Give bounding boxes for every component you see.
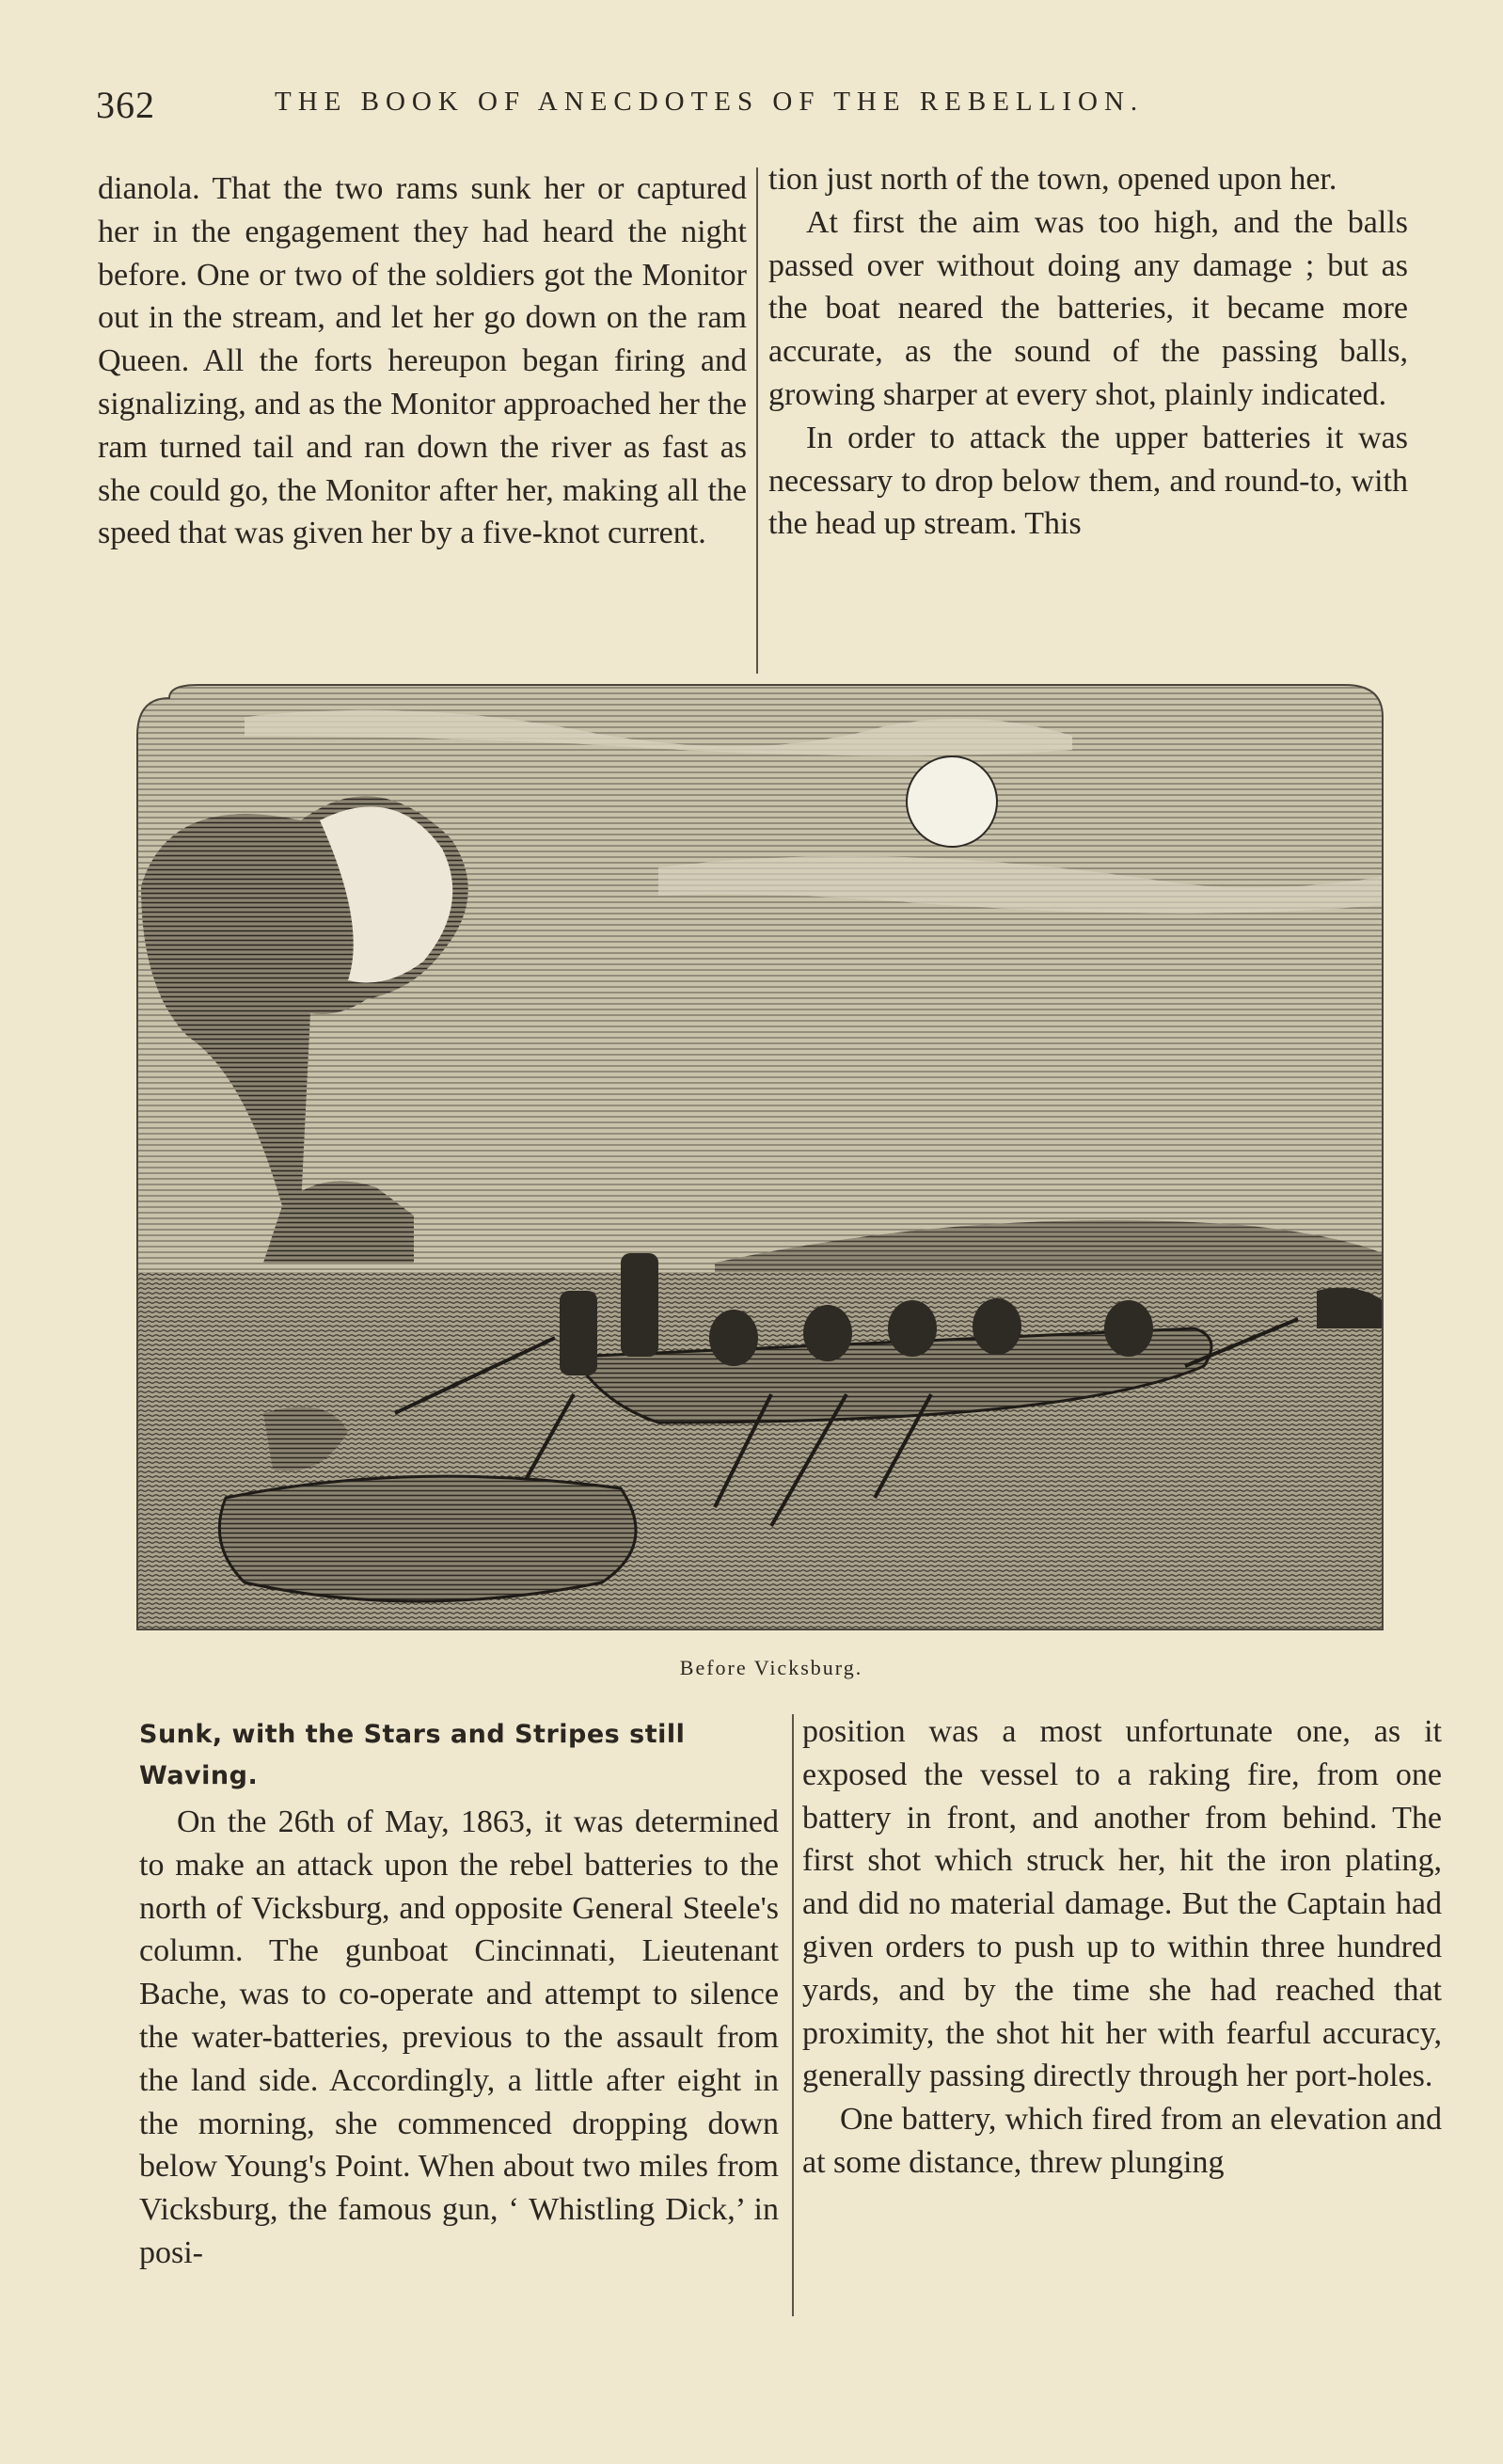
column-rule-top (756, 167, 758, 674)
engraving-figure (132, 679, 1411, 1679)
bottom-right-column (802, 1710, 1442, 2185)
engraving-illustration (132, 679, 1411, 1648)
top-right-column (768, 158, 1408, 546)
paragraph: In order to attack the upper batteries it was necessary to drop below them, and round-to, with the head up stream. This (768, 420, 1408, 542)
paragraph: One battery, which fired from an elevation and at some distance, threw plunging (802, 2102, 1442, 2180)
top-left-column (98, 167, 747, 555)
moon (907, 756, 997, 847)
running-title: THE BOOK OF ANECDOTES OF THE REBELLION. (275, 87, 1145, 117)
paragraph: position was a most unfortunate one, as it exposed the vessel to a raking fire, from one battery in front, and another from behind. The first shot which struck her, hit the iron plating, and did no material damage. But the Captain had given orders to push up to within three hundred yards, and by the time she had reached that proximity, the shot hit her with fearful accuracy, generally passing directly through her port-holes. (802, 1714, 1442, 2094)
paragraph: On the 26th of May, 1863, it was determined to make an attack upon the rebel batteries to the north of Vicksburg, and opposite General Steele's column. The gunboat Cincinnati, Lieutenant Bache, was to co-operate and attempt to silence the water-batteries, previous to the assault from the land side. Accordingly, a little after eight in the morning, she commenced dropping down below Young's Point. When about two miles from Vicksburg, the famous gun, ‘ Whistling Dick,’ in posi- (139, 1804, 779, 2270)
paragraph: tion just north of the town, opened upon her. (768, 162, 1337, 197)
column-rule-bottom (792, 1714, 794, 2316)
section-heading: Sunk, with the Stars and Stripes still Waving. (139, 1720, 686, 1790)
paragraph: dianola. That the two rams sunk her or captured her in the engagement they had heard the night before. One or two of the soldiers got the Monitor out in the stream, and let her go down on the ram Queen. All the forts hereupon began firing and signalizing, and as the Monitor approached her the ram turned tail and ran down the river as fast as she could go, the Monitor after her, making all the speed that was given her by a five-knot current. (98, 171, 747, 551)
figure-caption: Before Vicksburg. (679, 1656, 863, 1679)
bottom-left-column (139, 1714, 779, 2275)
page-header (96, 83, 1413, 139)
page-number: 362 (96, 84, 155, 126)
paragraph: At first the aim was too high, and the balls passed over without doing any damage ; but as the boat neared the batteries, it became more accurate, as the sound of the passing balls, growing sharper at every shot, plainly indicated. (768, 204, 1408, 412)
